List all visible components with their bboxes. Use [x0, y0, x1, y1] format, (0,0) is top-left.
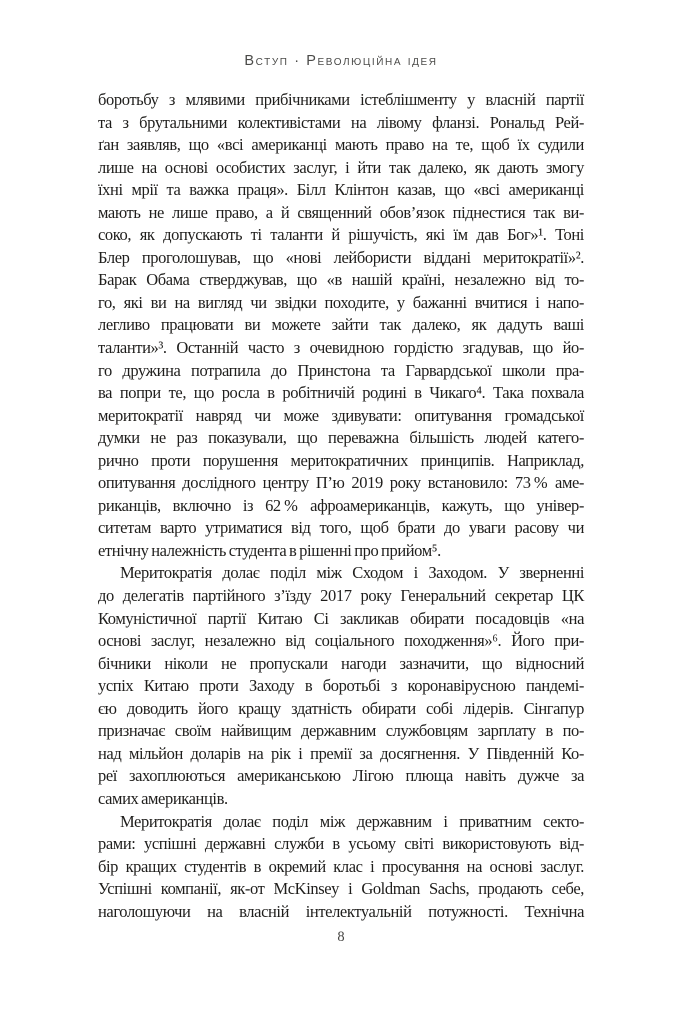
text-line: ва попри те, що росла в робітничій родині в Чикаго⁴. Така похвала — [98, 383, 584, 403]
text-line: бір кращих студентів в окремий клас і просування на основі заслуг. — [98, 856, 584, 876]
running-header: Вступ · Революційна ідея — [244, 53, 438, 69]
text-line: риканців, включно із 62 % афроамериканців, кажуть, що універ- — [98, 495, 584, 515]
text-line: меритократії навряд чи може здивувати: опитування громадської — [98, 405, 584, 425]
text-line: самих американців. — [98, 788, 228, 808]
text-line: єю доводить його кращу здатність обирати собі лідерів. Сінгапур — [98, 698, 584, 718]
text-line: го, які ви на вигляд чи звідки походите, у бажанні вчитися і напо- — [98, 292, 584, 312]
text-line: Барак Обама стверджував, що «в нашій країні, незалежно від то- — [98, 270, 584, 290]
text-line: рами: успішні державні служби в усьому світі використовують від- — [98, 834, 584, 854]
text-line: таланти»³. Останній часто з очевидною гордістю згадував, що йо- — [98, 338, 584, 358]
text-line: рично проти порушення меритократичних принципів. Наприклад, — [98, 450, 584, 470]
body-text — [98, 89, 584, 923]
text-line: ситетам варто утриматися від того, щоб брати до уваги расову чи — [98, 518, 584, 538]
text-line: Меритократія долає поділ між державним і приватним секто- — [120, 811, 584, 831]
text-line: Успішні компанії, як-от McKinsey і Goldman Sachs, продають себе, — [98, 879, 584, 899]
text-line: наголошуючи на власній інтелектуальній потужності. Технічна — [98, 901, 584, 921]
text-line: та з брутальними колективістами на лівому фланзі. Рональд Рей- — [98, 112, 584, 132]
text-line: Комуністичної партії Китаю Сі закликав обирати посадовців «на — [98, 608, 584, 628]
text-line: Меритократія долає поділ між Сходом і Заходом. У зверненні — [120, 563, 584, 583]
text-line: етнічну належність студента в рішенні про прийом⁵. — [98, 540, 441, 560]
text-line: го дружина потрапила до Принстона та Гарвардської школи пра- — [98, 360, 584, 380]
text-line: легливо працювати ви можете зайти так далеко, як дадуть ваші — [98, 315, 584, 335]
text-line: реї захоплюються американською Лігою плюща навіть дужче за — [98, 766, 584, 786]
text-line: до делегатів партійного з’їзду 2017 року Генеральний секретар ЦК — [98, 586, 584, 606]
text-line: опитування дослідного центру П’ю 2019 року встановило: 73 % аме- — [98, 473, 584, 493]
text-line: основі заслуг, незалежно від соціального походження»⁶. Його при- — [98, 631, 584, 651]
text-line: над мільйон доларів на рік і премії за досягнення. У Південній Ко- — [98, 743, 584, 763]
text-line: успіх Китаю проти Заходу в боротьбі з коронавірусною пандемі- — [98, 676, 584, 696]
text-line: думки не раз показували, що переважна більшість людей катего- — [98, 428, 584, 448]
text-line: бічники ніколи не пропускали нагоди зазначити, що відносний — [98, 653, 584, 673]
text-line: їхні мрії та важка праця». Білл Клінтон казав, що «всі американці — [98, 180, 584, 200]
page-number: 8 — [337, 929, 345, 945]
text-line: ґан заявляв, що «всі американці мають право на те, щоб їх судили — [98, 135, 584, 155]
text-line: боротьбу з млявими прибічниками істеблішменту у власній партії — [98, 90, 584, 109]
text-line: лише на основі особистих заслуг, і йти так далеко, як дають змогу — [98, 157, 584, 177]
text-line: Блер проголошував, що «нові лейбористи віддані меритократії»². — [98, 247, 584, 267]
text-line: призначає своїм найвищим державним службовцям зарплату в по- — [98, 721, 584, 741]
text-line: соко, як допускають ті таланти й рішучість, які їм дав Бог»¹. Тоні — [98, 225, 584, 245]
text-line: мають не лише право, а й священний обов’язок піднестися так ви- — [98, 202, 584, 222]
